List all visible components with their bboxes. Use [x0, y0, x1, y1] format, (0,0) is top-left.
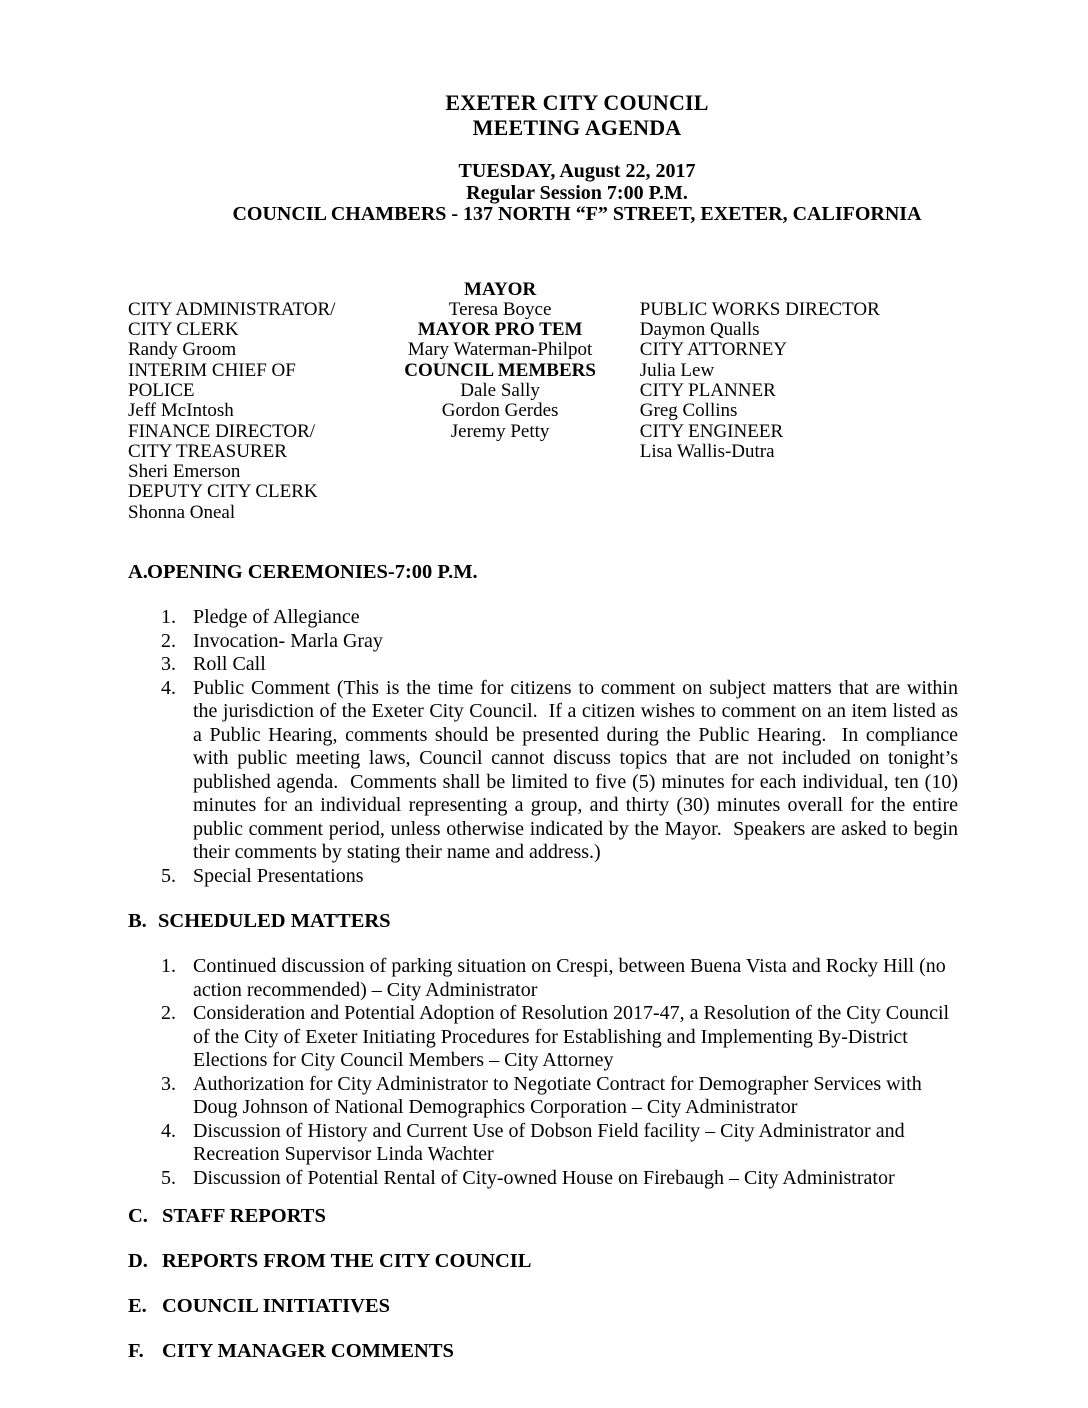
official-name: Mary Waterman-Philpot: [407, 339, 593, 361]
agenda-item-number: 5.: [161, 1166, 176, 1189]
official-role: CITY CLERK: [128, 319, 239, 341]
official-role: CITY ATTORNEY: [639, 339, 788, 361]
section-d-title: REPORTS FROM THE CITY COUNCIL: [162, 1250, 532, 1273]
section-council-initiatives: [128, 1294, 958, 1318]
agenda-item-number: 5.: [161, 864, 176, 887]
section-c-title: STAFF REPORTS: [162, 1205, 326, 1228]
section-f-title: CITY MANAGER COMMENTS: [162, 1340, 454, 1363]
agenda-item-text: Consideration and Potential Adoption of Resolution 2017-47, a Resolution of the City Council of the City of Exeter Initiating Procedures for Establishing and Implementing By-District Elections for City Council Members – City Attorney: [193, 1002, 950, 1072]
official-name: Daymon Qualls: [639, 319, 760, 341]
official-role: DEPUTY CITY CLERK: [128, 481, 318, 503]
section-b-heading: [128, 909, 958, 933]
agenda-item-number: 3.: [161, 1072, 176, 1095]
section-d-heading: [128, 1249, 958, 1273]
meeting-date: TUESDAY, August 22, 2017: [458, 160, 696, 182]
section-a-item-list: [128, 606, 958, 888]
page-title-line2: MEETING AGENDA: [472, 115, 682, 140]
agenda-item: [128, 653, 958, 677]
officials-roster: [128, 280, 958, 524]
section-staff-reports: [128, 1204, 958, 1228]
agenda-item-text: Pledge of Allegiance: [193, 606, 360, 629]
official-role: CITY TREASURER: [128, 440, 287, 462]
official-role: CITY PLANNER: [639, 379, 776, 401]
section-reports-from-city-council: [128, 1249, 958, 1273]
agenda-item-number: 2.: [161, 1002, 176, 1025]
official-name: Randy Groom: [128, 339, 237, 361]
agenda-item-text: Discussion of History and Current Use of Dobson Field facility – City Administrator and Recreation Supervisor Linda Wachter: [193, 1119, 905, 1166]
agenda-item: [128, 630, 958, 654]
official-name: Julia Lew: [639, 359, 715, 381]
agenda-item: [128, 1167, 958, 1191]
official-role: INTERIM CHIEF OF POLICE: [128, 359, 296, 401]
document-content: [0, 90, 1088, 1363]
agenda-item: [128, 1120, 958, 1167]
agenda-item-public-comment: [128, 677, 958, 865]
official-name: Dale Sally: [460, 379, 540, 401]
official-name: Shonna Oneal: [128, 501, 236, 523]
agenda-item-number: 2.: [161, 629, 176, 652]
section-b-letter: B.: [128, 910, 147, 933]
agenda-item: [128, 606, 958, 630]
section-b-title: SCHEDULED MATTERS: [158, 910, 391, 933]
section-f-letter: F.: [128, 1340, 144, 1363]
official-name: Jeff McIntosh: [128, 400, 234, 422]
meeting-info-block: [162, 161, 992, 226]
section-scheduled-matters: [128, 909, 958, 1190]
agenda-item-text: Authorization for City Administrator to Negotiate Contract for Demographer Services with Doug Johnson of National Demographics Corporation – City Administrator: [193, 1072, 922, 1119]
official-role: CITY ENGINEER: [639, 420, 784, 442]
section-e-letter: E.: [128, 1295, 147, 1318]
agenda-item: [128, 955, 958, 1002]
section-e-title: COUNCIL INITIATIVES: [162, 1295, 391, 1318]
section-a-title: OPENING CEREMONIES-7:00 P.M.: [147, 561, 478, 584]
officials-right-column: [640, 280, 958, 524]
official-role: CITY ADMINISTRATOR/: [128, 298, 336, 320]
official-role: FINANCE DIRECTOR/: [128, 420, 316, 442]
page-title-line1: EXETER CITY COUNCIL: [445, 90, 709, 115]
agenda-item-text: Roll Call: [193, 653, 266, 676]
agenda-item: [128, 865, 958, 889]
official-role: PUBLIC WORKS DIRECTOR: [639, 298, 880, 320]
officials-center-column: [360, 280, 639, 524]
section-a-letter: A.: [128, 561, 148, 584]
section-c-heading: [128, 1204, 958, 1228]
official-name: Jeremy Petty: [450, 420, 550, 442]
agenda-item-text: Public Comment (This is the time for citizens to comment on subject matters that are within the jurisdiction of the Exeter City Council. If a citizen wishes to comment on an item listed as a Public Hearing, comments should be presented during the Public Hearing. In compliance with public meeting laws, Council cannot discuss topics that are not included on tonight’s published agenda. Comments shall be limited to five (5) minutes for each individual, ten (10) minutes for an individual representing a group, and thirty (30) minutes overall for the entire public comment period, unless otherwise indicated by the Mayor. Speakers are asked to begin their comments by stating their name and address.): [193, 676, 958, 864]
section-f-heading: [128, 1339, 958, 1363]
agenda-item-number: 4.: [161, 676, 176, 699]
agenda-item-text: Discussion of Potential Rental of City-owned House on Firebaugh – City Administrator: [193, 1166, 895, 1189]
meeting-session-time: Regular Session 7:00 P.M.: [466, 181, 688, 204]
official-name: Sheri Emerson: [128, 461, 241, 483]
official-name: Greg Collins: [639, 400, 738, 422]
meeting-location: COUNCIL CHAMBERS - 137 NORTH “F” STREET, EXETER, CALIFORNIA: [232, 203, 922, 225]
agenda-item-text: Special Presentations: [193, 864, 364, 887]
official-role: MAYOR: [464, 278, 537, 300]
document-header: [162, 90, 992, 226]
agenda-item: [128, 1002, 958, 1073]
official-role: COUNCIL MEMBERS: [404, 359, 596, 381]
section-d-letter: D.: [128, 1250, 148, 1273]
agenda-item-text: Invocation- Marla Gray: [193, 629, 383, 652]
section-opening-ceremonies: [128, 560, 958, 888]
official-role: MAYOR PRO TEM: [417, 319, 583, 341]
section-a-heading: [128, 560, 958, 584]
section-e-heading: [128, 1294, 958, 1318]
section-c-letter: C.: [128, 1205, 148, 1228]
officials-left-column: [128, 280, 360, 524]
official-name: Lisa Wallis-Dutra: [639, 440, 775, 462]
official-name: Gordon Gerdes: [441, 400, 559, 422]
agenda-item: [128, 1073, 958, 1120]
agenda-item-number: 4.: [161, 1119, 176, 1142]
agenda-item-number: 1.: [161, 955, 176, 978]
section-b-item-list: [128, 955, 958, 1190]
agenda-item-number: 1.: [161, 606, 176, 629]
agenda-item-text: Continued discussion of parking situation on Crespi, between Buena Vista and Rocky Hill (no action recommended) – City Administrator: [193, 955, 946, 1001]
agenda-item-number: 3.: [161, 653, 176, 676]
section-city-manager-comments: [128, 1339, 958, 1363]
official-name: Teresa Boyce: [448, 298, 552, 320]
